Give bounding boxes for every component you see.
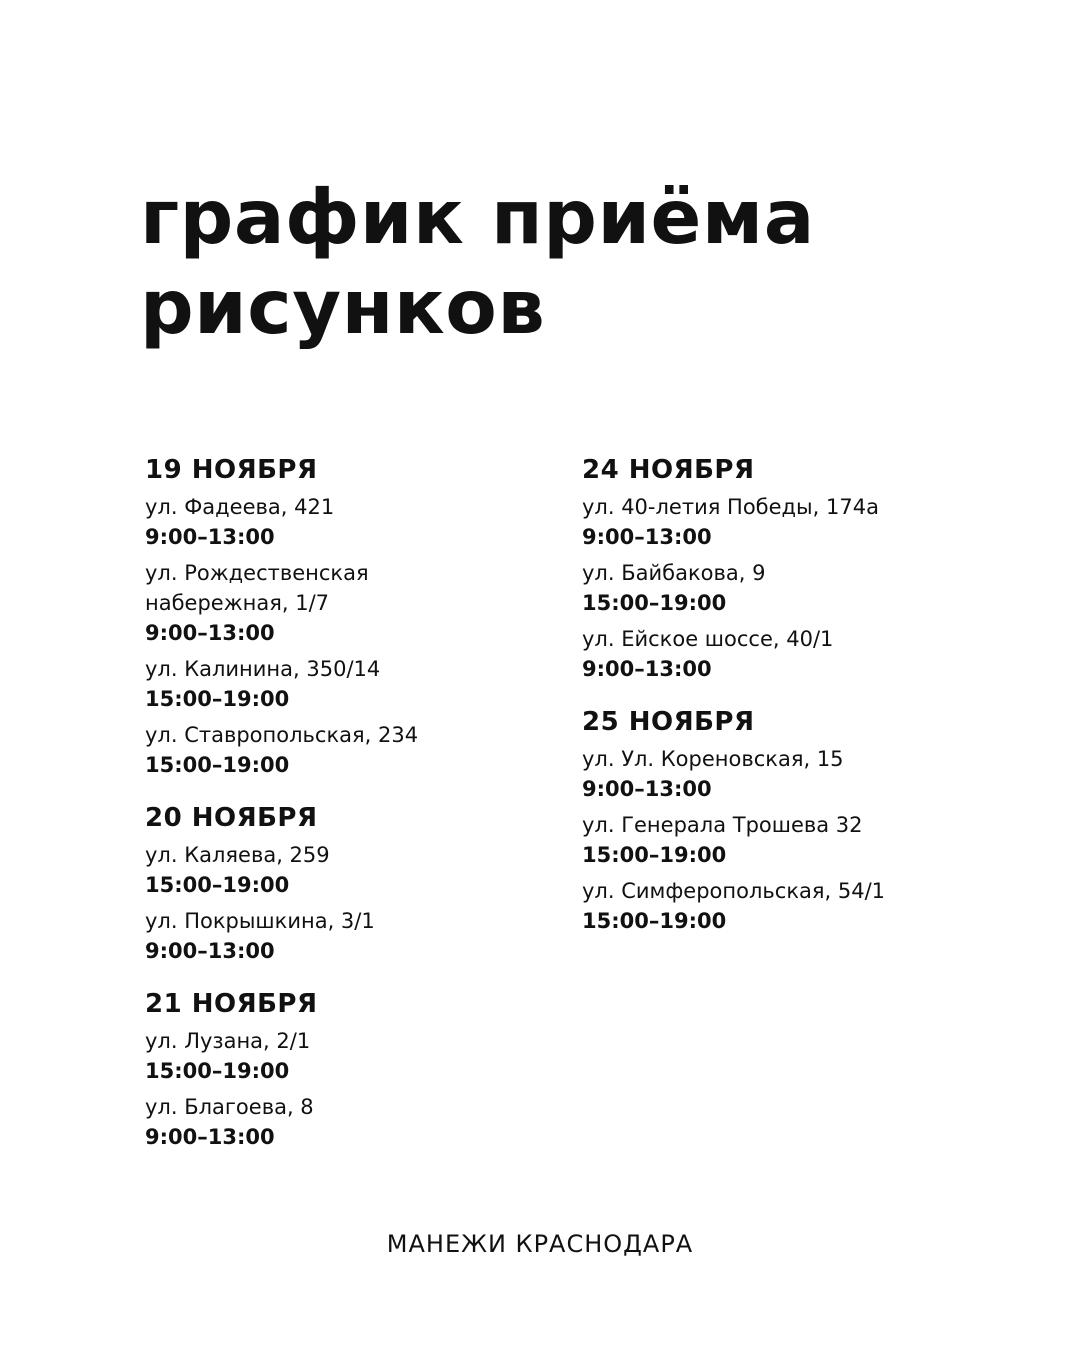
schedule-entry — [145, 1026, 565, 1086]
entry-time: 15:00–19:00 — [582, 843, 727, 867]
entry-address: ул. Лузана, 2/1 — [145, 1029, 311, 1053]
page-title-line-2: рисунков — [140, 263, 546, 351]
entry-address: ул. 40-летия Победы, 174а — [582, 495, 879, 519]
entry-time: 15:00–19:00 — [582, 591, 727, 615]
entry-time: 15:00–19:00 — [582, 909, 727, 933]
entry-time: 9:00–13:00 — [582, 777, 712, 801]
entry-address: ул. Рождественская набережная, 1/7 — [145, 561, 369, 615]
schedule-entry — [582, 492, 1042, 552]
page-title-line-1: график приёма — [140, 173, 815, 261]
entry-address: ул. Благоева, 8 — [145, 1095, 314, 1119]
schedule-entry — [145, 558, 565, 648]
day-date: 21 НОЯБРЯ — [145, 989, 318, 1019]
schedule-entry — [145, 720, 565, 780]
schedule-day — [582, 452, 1042, 684]
entry-address: ул. Калинина, 350/14 — [145, 657, 381, 681]
schedule-entry — [582, 876, 1042, 936]
entry-time: 9:00–13:00 — [145, 621, 275, 645]
schedule-entry — [582, 624, 1042, 684]
entry-time: 9:00–13:00 — [582, 525, 712, 549]
day-date: 20 НОЯБРЯ — [145, 803, 318, 833]
entry-time: 15:00–19:00 — [145, 687, 290, 711]
entry-address: ул. Ул. Кореновская, 15 — [582, 747, 844, 771]
schedule-entry — [582, 744, 1042, 804]
schedule-entry — [145, 654, 565, 714]
day-date: 19 НОЯБРЯ — [145, 455, 318, 485]
page-title — [140, 172, 815, 352]
entry-address: ул. Генерала Трошева 32 — [582, 813, 863, 837]
entry-time: 15:00–19:00 — [145, 1059, 290, 1083]
schedule-day — [145, 452, 565, 780]
schedule-entry — [145, 492, 565, 552]
entry-address: ул. Байбакова, 9 — [582, 561, 766, 585]
entry-address: ул. Ставропольская, 234 — [145, 723, 419, 747]
entry-time: 15:00–19:00 — [145, 873, 290, 897]
schedule-entry — [145, 1092, 565, 1152]
schedule-left-column — [145, 452, 565, 1172]
entry-address: ул. Симферопольская, 54/1 — [582, 879, 886, 903]
schedule-entry — [582, 558, 1042, 618]
schedule-entry — [145, 840, 565, 900]
entry-address: ул. Фадеева, 421 — [145, 495, 335, 519]
entry-time: 15:00–19:00 — [145, 753, 290, 777]
entry-address: ул. Ейское шоссе, 40/1 — [582, 627, 834, 651]
schedule-day — [145, 800, 565, 966]
schedule-day — [145, 986, 565, 1152]
entry-time: 9:00–13:00 — [145, 525, 275, 549]
schedule-day — [582, 704, 1042, 936]
entry-time: 9:00–13:00 — [145, 1125, 275, 1149]
schedule-entry — [582, 810, 1042, 870]
entry-address: ул. Каляева, 259 — [145, 843, 330, 867]
day-date: 24 НОЯБРЯ — [582, 455, 755, 485]
entry-address: ул. Покрышкина, 3/1 — [145, 909, 375, 933]
entry-time: 9:00–13:00 — [582, 657, 712, 681]
footer-brand: МАНЕЖИ КРАСНОДАРА — [386, 1230, 694, 1258]
entry-time: 9:00–13:00 — [145, 939, 275, 963]
schedule-entry — [145, 906, 565, 966]
day-date: 25 НОЯБРЯ — [582, 707, 755, 737]
schedule-right-column — [582, 452, 1042, 956]
